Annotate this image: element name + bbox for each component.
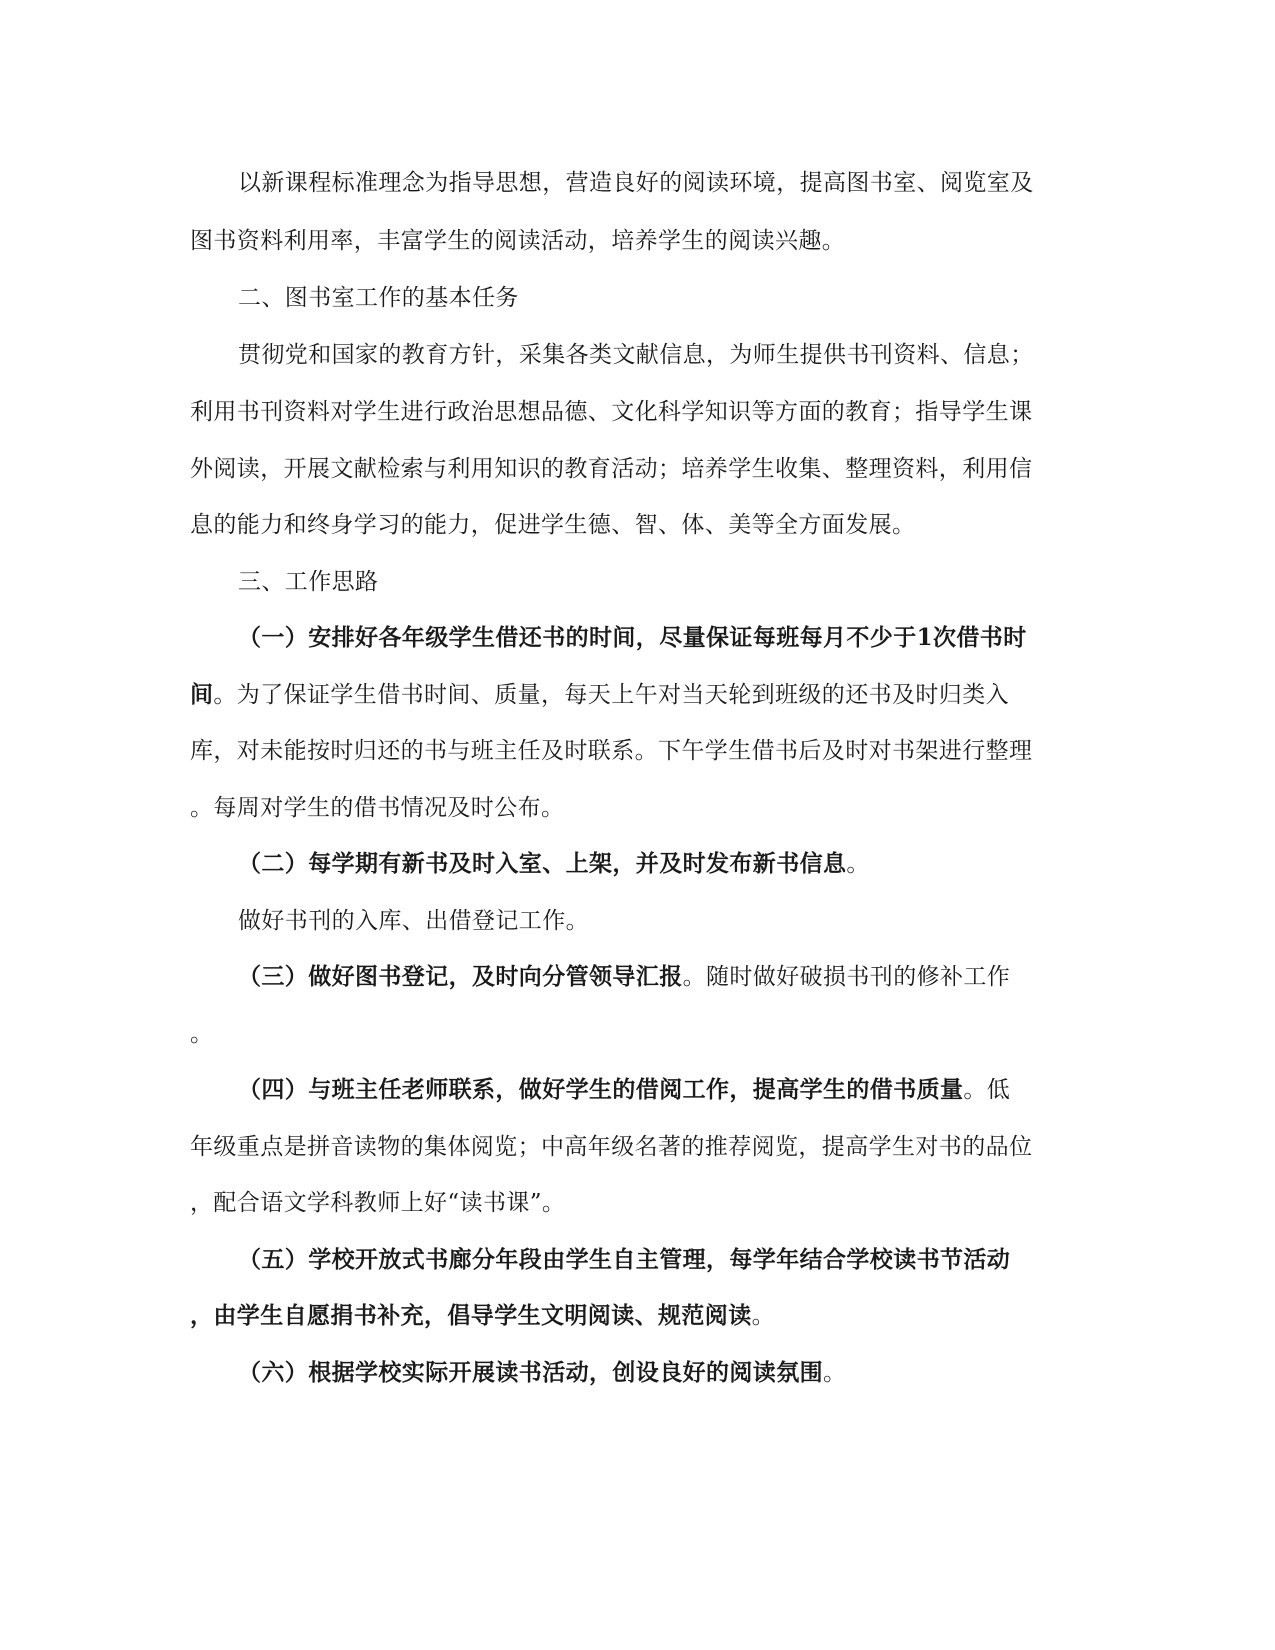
text-line: 外阅读，开展文献检索与利用知识的教育活动；培养学生收集、整理资料，利用信: [190, 456, 1033, 482]
item-heading: （一）安排好各年级学生借还书的时间，尽量保证每班每月不少于1次借书时: [238, 624, 1027, 651]
item-heading: （三）做好图书登记，及时向分管领导汇报。随时做好破损书刊的修补工作: [238, 963, 1011, 990]
text-line: 年级重点是拼音读物的集体阅览；中高年级名著的推荐阅览，提高学生对书的品位: [190, 1134, 1033, 1160]
text-line: 息的能力和终身学习的能力，促进学生德、智、体、美等全方面发展。: [190, 512, 916, 538]
item-heading: （五）学校开放式书廊分年段由学生自主管理，每学年结合学校读书节活动: [238, 1246, 1011, 1273]
text-line: 库，对未能按时归还的书与班主任及时联系。下午学生借书后及时对书架进行整理: [190, 738, 1033, 764]
text-line: 。每周对学生的借书情况及时公布。: [190, 795, 565, 821]
text-line: ，由学生自愿捐书补充，倡导学生文明阅读、规范阅读。: [190, 1302, 776, 1329]
text-line: ，配合语文学科教师上好“读书课”。: [190, 1190, 566, 1216]
text-line: 以新课程标准理念为指导思想，营造良好的阅读环境，提高图书室、阅览室及: [238, 170, 1034, 196]
item-heading: （六）根据学校实际开展读书活动，创设良好的阅读氛围。: [238, 1359, 847, 1386]
text-line: 图书资料利用率，丰富学生的阅读活动，培养学生的阅读兴趣。: [190, 228, 846, 254]
item-heading: （二）每学期有新书及时入室、上架，并及时发布新书信息。: [238, 850, 870, 877]
section-heading: 三、工作思路: [238, 569, 379, 595]
text-line: 间。为了保证学生借书时间、质量，每天上午对当天轮到班级的还书及时归类入: [190, 681, 1010, 708]
section-heading: 二、图书室工作的基本任务: [238, 285, 519, 311]
text-line: 利用书刊资料对学生进行政治思想品德、文化科学知识等方面的教育；指导学生课: [190, 399, 1033, 425]
text-line: 。: [190, 1021, 214, 1047]
item-heading: （四）与班主任老师联系，做好学生的借阅工作，提高学生的借书质量。低: [238, 1076, 1011, 1103]
text-line: 做好书刊的入库、出借登记工作。: [238, 908, 589, 934]
text-line: 贯彻党和国家的教育方针，采集各类文献信息，为师生提供书刊资料、信息；: [238, 342, 1034, 368]
